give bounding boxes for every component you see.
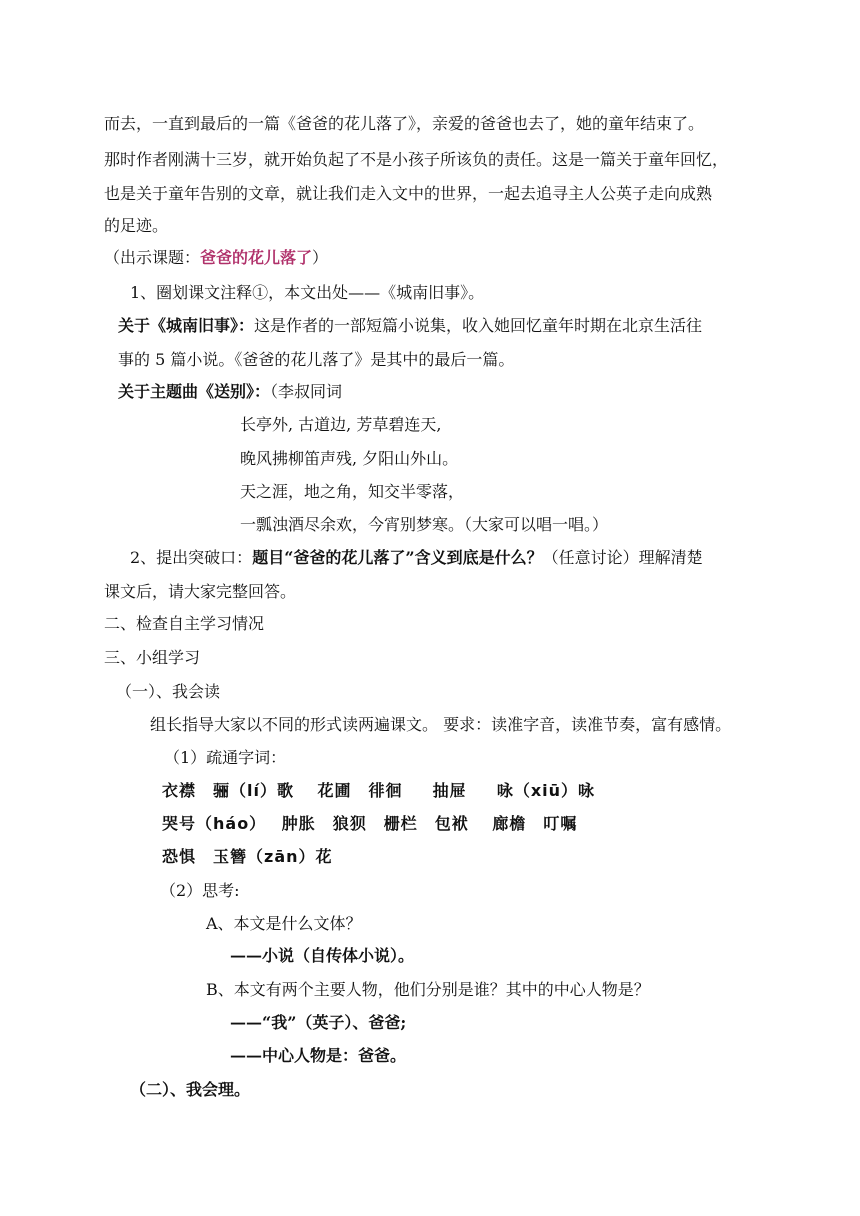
about-book-label: 关于《城南旧事》： <box>118 316 255 335</box>
step-2-suffix: （任意讨论）理解清楚 <box>542 548 703 567</box>
vocab-line-1: 衣襟 骊（lí）歌 花圃 徘徊 抽屉 咏（xiū）咏 <box>162 781 596 800</box>
answer-b-1: ——“我”（英子）、爸爸; <box>230 1013 407 1032</box>
poem-line-2: 晚风拂柳笛声残, 夕阳山外山。 <box>240 449 459 468</box>
section-2-heading: 二、检查自主学习情况 <box>104 614 265 633</box>
intro-line-2: 那时作者刚满十三岁，就开始负起了不是小孩子所该负的责任。这是一篇关于童年回忆， <box>104 150 729 169</box>
step-2-prefix: 2、提出突破口： <box>130 548 253 567</box>
about-song-label: 关于主题曲《送别》： <box>118 382 271 401</box>
title-show-close: ） <box>312 248 329 267</box>
about-song-author: （李叔同词 <box>270 382 343 401</box>
vocab-title: （1）疏通字词： <box>164 748 287 767</box>
about-book-line-1 <box>118 316 702 336</box>
intro-line-1: 而去，一直到最后的一篇《爸爸的花儿落了》，亲爱的爸爸也去了，她的童年结束了。 <box>104 114 705 133</box>
about-book-text-1: 这是作者的一部短篇小说集，收入她回忆童年时期在北京生活往 <box>254 316 703 335</box>
step-1: 1、圈划课文注释①，本文出处——《城南旧事》。 <box>130 283 485 302</box>
guide-text: 组长指导大家以不同的形式读两遍课文。 要求：读准字音，读准节奏，富有感情。 <box>150 715 732 734</box>
step-2-line-2: 课文后，请大家完整回答。 <box>104 582 297 601</box>
answer-b-2: ——中心人物是：爸爸。 <box>230 1046 407 1065</box>
intro-line-3: 也是关于童年告别的文章，就让我们走入文中的世界，一起去追寻主人公英子走向成熟 <box>104 184 713 203</box>
about-book-line-2: 事的 5 篇小说。《爸爸的花儿落了》是其中的最后一篇。 <box>118 350 515 369</box>
subsection-1-heading: （一）、我会读 <box>116 682 221 701</box>
intro-line-4: 的足迹。 <box>104 216 169 235</box>
about-song-line <box>118 382 342 402</box>
lesson-title: 爸爸的花儿落了 <box>200 248 313 267</box>
poem-line-4: 一瓢浊酒尽余欢，今宵别梦寒。（大家可以唱一唱。） <box>240 515 609 534</box>
title-show-open: （出示课题： <box>104 248 201 267</box>
title-show-line <box>104 248 328 268</box>
subsection-2-heading: （二）、我会理。 <box>130 1080 251 1099</box>
step-2-question: 题目“爸爸的花儿落了”含义到底是什么？ <box>252 548 543 567</box>
answer-a: ——小说（自传体小说）。 <box>230 946 415 965</box>
vocab-line-3: 恐惧 玉簪（zān）花 <box>162 847 333 866</box>
vocab-line-2: 哭号（háo） 肿胀 狼狈 栅栏 包袱 廊檐 叮嘱 <box>162 814 578 833</box>
section-3-heading: 三、小组学习 <box>104 648 201 667</box>
poem-line-3: 天之涯，地之角，知交半零落， <box>240 482 465 501</box>
question-a: A、本文是什么文体？ <box>206 914 362 933</box>
step-2-line-1 <box>130 548 703 568</box>
poem-line-1: 长亭外, 古道边, 芳草碧连天, <box>240 415 442 434</box>
question-b: B、本文有两个主要人物，他们分别是谁？其中的中心人物是？ <box>206 980 650 999</box>
think-title: （2）思考: <box>160 881 240 900</box>
